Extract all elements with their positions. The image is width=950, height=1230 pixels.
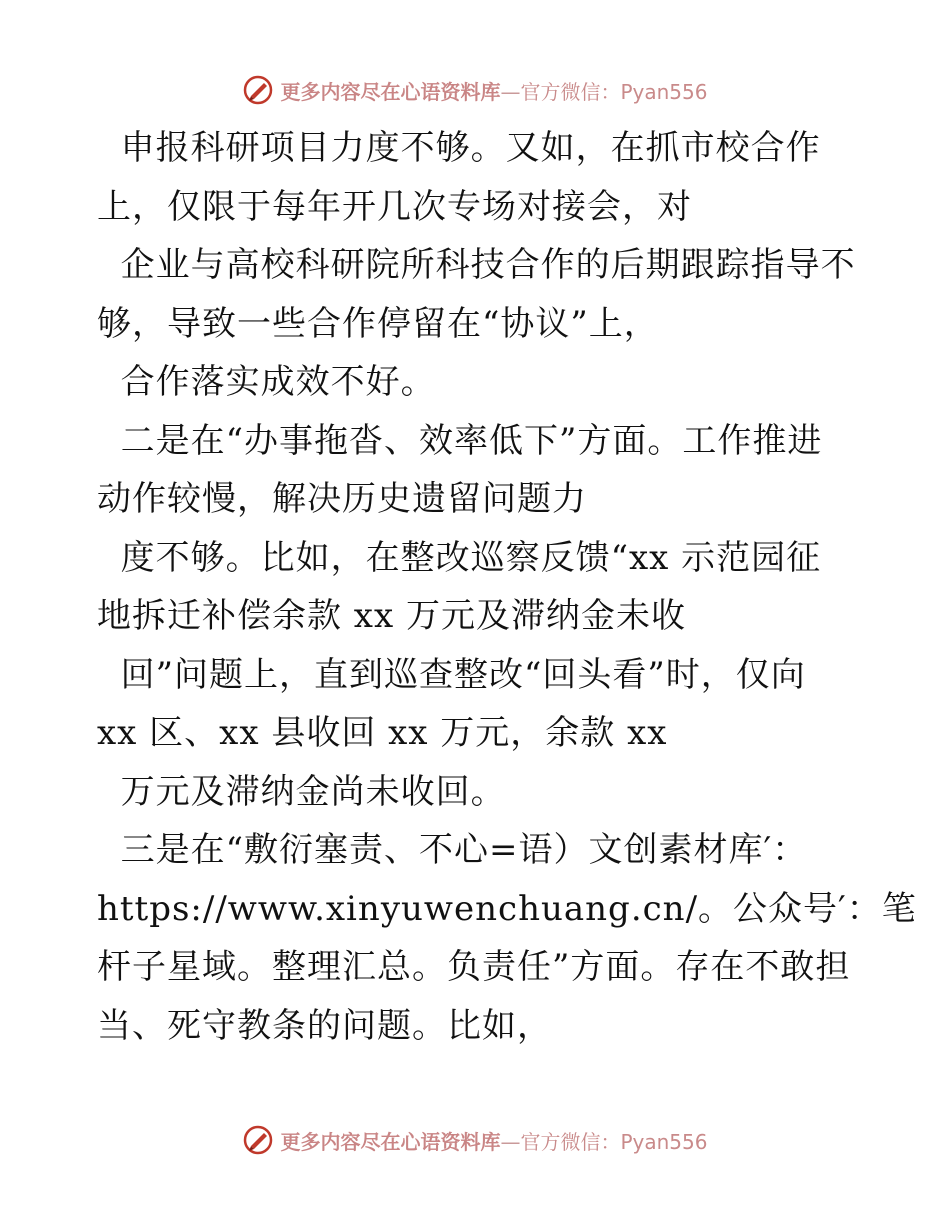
body-line: 合作落实成效不好。: [97, 362, 436, 402]
footer-watermark-wechat: 官方微信：Pyan556: [520, 1129, 708, 1154]
body-line: 够，导致一些合作停留在“协议”上，: [97, 303, 659, 344]
footer-watermark-text: [280, 1126, 707, 1155]
pen-logo-icon: [242, 74, 274, 106]
header-watermark-main: 更多内容尽在心语资料库: [280, 79, 501, 104]
body-line: 杆子星域。整理汇总。负责任”方面。存在不敢担: [97, 947, 851, 987]
body-line: 当、死守教条的问题。比如，: [97, 1005, 552, 1046]
footer-watermark-dash: —: [500, 1129, 521, 1154]
footer-watermark-banner: [0, 1120, 950, 1160]
body-line: 二是在“办事拖沓、效率低下”方面。工作推进: [97, 420, 823, 461]
body-line: 企业与高校科研院所科技合作的后期跟踪指导不: [97, 245, 856, 285]
body-line: 三是在“敷衍塞责、不心=语）文创素材库′：: [97, 830, 808, 870]
header-watermark-banner: [0, 70, 950, 110]
body-line: xx 区、xx 县收回 xx 万元，余款 xx: [97, 713, 668, 753]
body-line: 回”问题上，直到巡查整改“回头看”时，仅向: [97, 654, 806, 695]
footer-watermark-main: 更多内容尽在心语资料库: [280, 1129, 501, 1154]
body-line: 上，仅限于每年开几次专场对接会，对: [97, 186, 692, 227]
body-line: https://www.xinyuwenchuang.cn/。公众号′：笔: [97, 888, 917, 929]
body-line: 万元及滞纳金尚未收回。: [97, 771, 506, 812]
body-line: 动作较慢，解决历史遗留问题力: [97, 479, 587, 519]
body-line: 度不够。比如，在整改巡察反馈“xx 示范园征: [97, 537, 822, 578]
pen-logo-icon: [242, 1124, 274, 1156]
body-line: 地拆迁补偿余款 xx 万元及滞纳金未收: [97, 596, 686, 636]
header-watermark-dash: —: [500, 79, 521, 104]
document-body: [97, 119, 917, 1055]
body-line: 申报科研项目力度不够。又如，在抓市校合作: [97, 128, 821, 168]
header-watermark-wechat: 官方微信：Pyan556: [520, 79, 708, 104]
header-watermark-text: [280, 76, 707, 105]
